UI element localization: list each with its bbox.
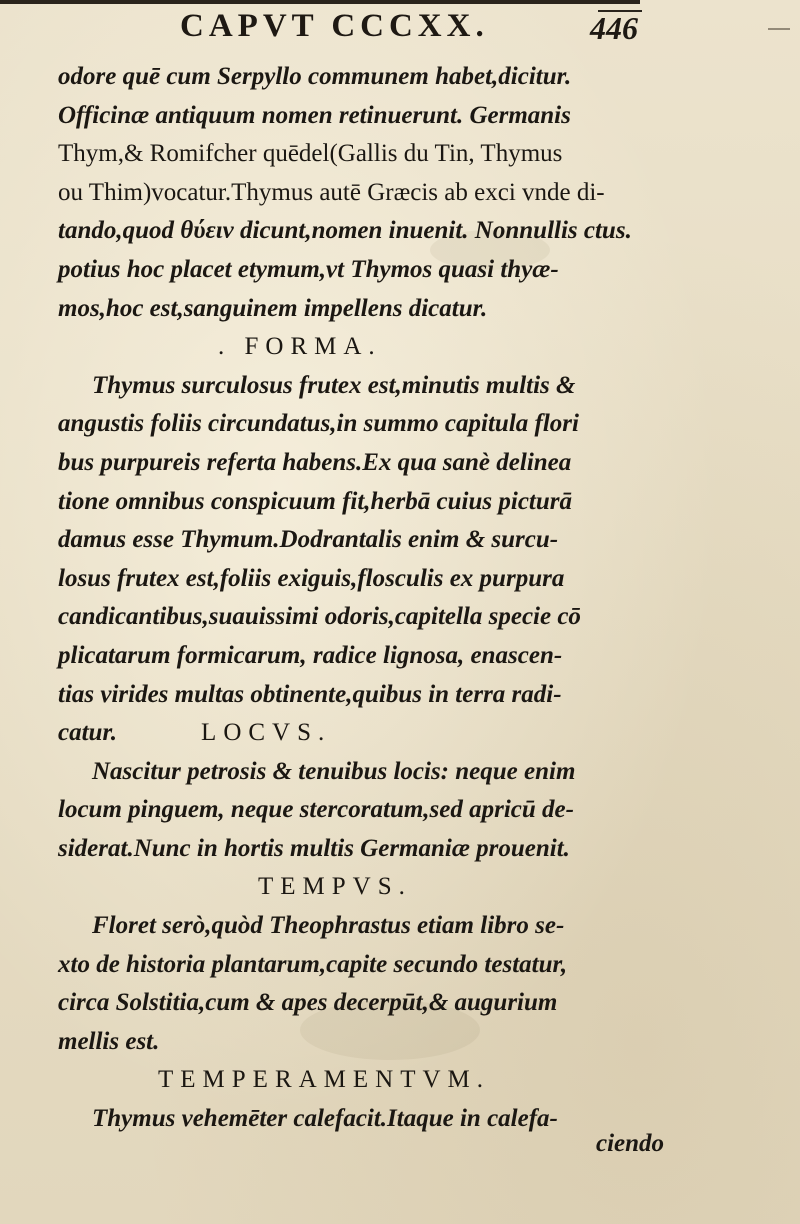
text-line: Thymus surculosus frutex est,minutis multis & [92, 371, 576, 399]
text-line-with-heading [58, 714, 758, 753]
text-line: locum pinguem, neque stercoratum,sed apricū de- [58, 796, 574, 824]
text-line: circa Solstitia,cum & apes decerpūt,& augurium [58, 989, 558, 1017]
page-number: 446 [590, 10, 638, 46]
text-line: potius hoc placet etymum,vt Thymos quasi thyæ- [58, 255, 559, 283]
text-line: tias virides multas obtinente,quibus in terra radi- [58, 680, 562, 708]
text-fragment: catur. [58, 719, 118, 747]
text-line: damus esse Thymum.Dodrantalis enim & surcu- [58, 526, 559, 554]
section-heading-locus: LOCVS. [201, 719, 332, 747]
text-line: xto de historia plantarum,capite secundo testatur, [58, 950, 568, 978]
text-line: plicatarum formicarum, radice lignosa, enascen- [58, 641, 563, 669]
text-line: bus purpureis referta habens.Ex qua sanè delinea [58, 448, 572, 476]
text-line: Officinæ antiquum nomen retinuerunt. Germanis [58, 101, 571, 129]
top-rule [0, 0, 640, 4]
text-line: Floret serò,quòd Theophrastus etiam libro se- [92, 912, 565, 940]
running-head [60, 6, 700, 50]
section-heading-forma: . FORMA. [218, 333, 382, 361]
text-line: siderat.Nunc in hortis multis Germaniæ prouenit. [58, 834, 570, 862]
text-line: Nascitur petrosis & tenuibus locis: neque enim [92, 757, 576, 785]
text-line: tione omnibus conspicuum fit,herbā cuius picturā [58, 487, 572, 515]
section-heading-temperamentum: TEMPERAMENTVM. [158, 1066, 491, 1094]
text-line: ou Thim)vocatur.Thymus autē Græcis ab exci vnde di- [58, 178, 605, 206]
text-line: angustis foliis circundatus,in summo capitula flori [58, 410, 579, 438]
body-text [58, 58, 758, 1139]
catchword: ciendo [596, 1130, 665, 1157]
section-heading-tempus: TEMPVS. [258, 873, 412, 901]
margin-dash [768, 28, 790, 30]
text-line: Thym,& Romifcher quēdel(Gallis du Tin, Thymus [58, 140, 563, 168]
text-line: losus frutex est,foliis exiguis,flosculis ex purpura [58, 564, 565, 592]
text-line: mellis est. [58, 1027, 160, 1055]
text-line: candicantibus,suauissimi odoris,capitella specie cō [58, 603, 581, 631]
text-line: tando,quod θύειν dicunt,nomen inuenit. Nonnullis ctus. [58, 217, 632, 245]
chapter-title: CAPVT CCCXX. [180, 8, 489, 44]
text-line: Thymus vehemēter calefacit.Itaque in calefa- [92, 1105, 558, 1133]
text-line: mos,hoc est,sanguinem impellens dicatur. [58, 294, 488, 322]
text-line: odore quē cum Serpyllo communem habet,dicitur. [58, 63, 572, 90]
